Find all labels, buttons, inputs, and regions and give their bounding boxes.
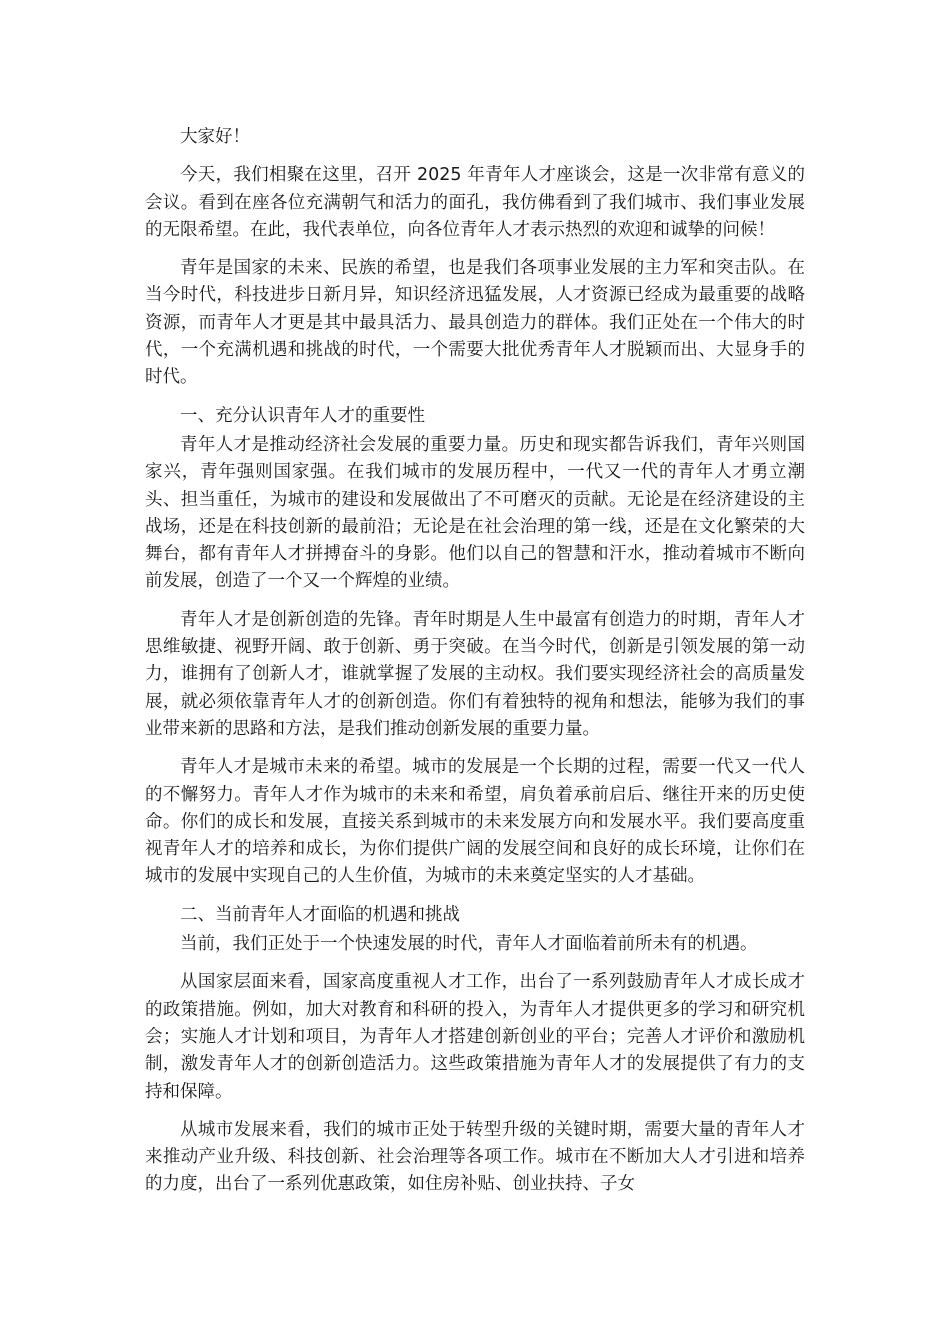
- body-paragraph: 从国家层面来看，国家高度重视人才工作，出台了一系列鼓励青年人才成长成才的政策措施。例如，加大对教育和科研的投入，为青年人才提供更多的学习和研究机会；实施人才计划和项目，为青年人才搭建创新创业的平台；完善人才评价和激励机制，激发青年人才的创新创造活力。这些政策措施为青年人才的发展提供了有力的支持和保障。: [145, 972, 805, 1102]
- body-paragraph: 青年人才是城市未来的希望。城市的发展是一个长期的过程，需要一代又一代人的不懈努力。青年人才作为城市的未来和希望，肩负着承前启后、继往开来的历史使命。你们的成长和发展，直接关系到城市的未来发展方向和发展水平。我们要高度重视青年人才的培养和成长，为你们提供广阔的发展空间和良好的成长环境，让你们在城市的发展中实现自己的人生价值，为城市的未来奠定坚实的人才基础。: [145, 757, 805, 887]
- body-paragraph: 青年人才是推动经济社会发展的重要力量。历史和现实都告诉我们，青年兴则国家兴，青年强则国家强。在我们城市的发展历程中，一代又一代的青年人才勇立潮头、担当重任，为城市的建设和发展做出了不可磨灭的贡献。无论是在经济建设的主战场，还是在科技创新的最前沿；无论是在社会治理的第一线，还是在文化繁荣的大舞台，都有青年人才拼搏奋斗的身影。他们以自己的智慧和汗水，推动着城市不断向前发展，创造了一个又一个辉煌的业绩。: [145, 434, 805, 592]
- body-paragraph: 从城市发展来看，我们的城市正处于转型升级的关键时期，需要大量的青年人才来推动产业升级、科技创新、社会治理等各项工作。城市在不断加大人才引进和培养的力度，出台了一系列优惠政策，如住房补贴、创业扶持、子女: [145, 1119, 805, 1195]
- intro-paragraph: 青年是国家的未来、民族的希望，也是我们各项事业发展的主力军和突击队。在当今时代，科技进步日新月异，知识经济迅猛发展，人才资源已经成为最重要的战略资源，而青年人才更是其中最具活力、最具创造力的群体。我们正处在一个伟大的时代，一个充满机遇和挑战的时代，一个需要大批优秀青年人才脱颖而出、大显身手的时代。: [145, 258, 805, 388]
- document-body: [145, 124, 805, 1210]
- opening-paragraph: 今天，我们相聚在这里，召开 2025 年青年人才座谈会，这是一次非常有意义的会议。看到在座各位充满朝气和活力的面孔，我仿佛看到了我们城市、我们事业发展的无限希望。在此，我代表单位，向各位青年人才表示热烈的欢迎和诚挚的问候！: [145, 165, 805, 240]
- body-paragraph: 当前，我们正处于一个快速发展的时代，青年人才面临着前所未有的机遇。: [180, 934, 758, 955]
- body-paragraph: 青年人才是创新创造的先锋。青年时期是人生中最富有创造力的时期，青年人才思维敏捷、视野开阔、敢于创新、勇于突破。在当今时代，创新是引领发展的第一动力，谁拥有了创新人才，谁就掌握了发展的主动权。我们要实现经济社会的高质量发展，就必须依靠青年人才的创新创造。你们有着独特的视角和想法，能够为我们的事业带来新的思路和方法，是我们推动创新发展的重要力量。: [145, 609, 805, 739]
- greeting-paragraph: 大家好！: [180, 127, 250, 147]
- section-heading-1: 一、充分认识青年人才的重要性: [180, 405, 425, 426]
- section-heading-2: 二、当前青年人才面临的机遇和挑战: [180, 904, 460, 925]
